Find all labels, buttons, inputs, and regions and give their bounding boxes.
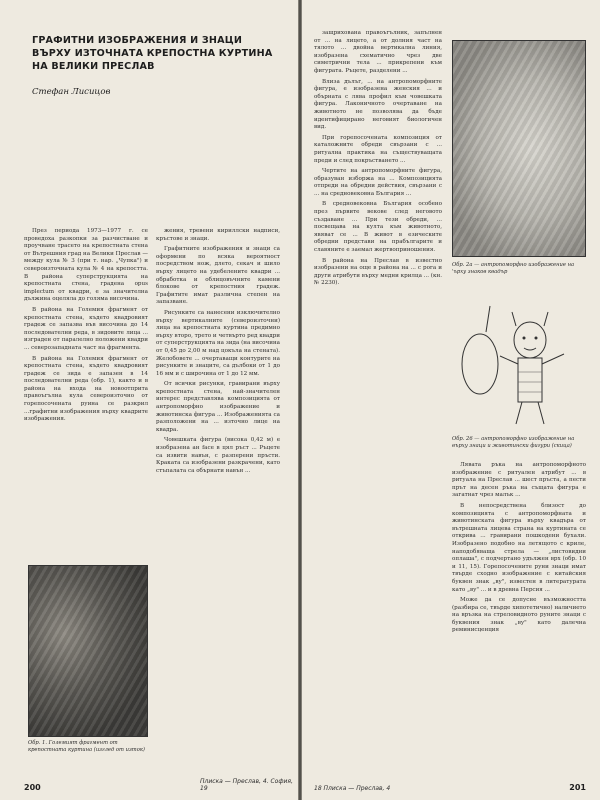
paragraph: жения, тревени кириллски надписи, кръстове и знаци. [156,228,280,242]
paragraph: В района на Големия фрагмент от крепостната стена, където квадровият градеж се зида е запазен в 14 последователни реда (обр. 1), както и в района на входа на новоотприта правоъгълна кула североизточно от горепосочената руина се разкрил ...графитни изображения върху квадрите изображения. [24,355,148,423]
figure-3-sketch [452,292,584,432]
paragraph: Графитните изображения и знаци са оформени по всяка вероятност посредством нож, длето, секач и шило върху лицето на удебелените квадри ... обработка и облицовъчните камени блокове от крепостния градеж. Графитите имат различна степен на запазване. [156,246,280,306]
running-footer: 18 Плиска — Преслав, 4 [314,785,391,792]
page-number: 201 [569,783,586,792]
left-column-1 [24,228,148,427]
right-page [302,0,600,800]
paragraph: Може да се допусне възможността (разбира се, твърде хипотетично) наличието на връзка на стреловидното руните знаци с буквения знак „ву" като далечна реминисценция [452,597,586,634]
figure-1-photo [28,565,148,737]
paragraph: В средновековна България особено през първите векове след неговото създаване ... При тези обреди, ... посвещава на култа към животното, явяват се ... В живот в езическите обредни представи на прабългарите и славяните е заемал жертвоприношения. [314,201,442,254]
paragraph: Човешката фигура (висока 0,42 м) е изобразена ан face в цял ръст ... Ръцете са извити навън, с разперени пръсти. Краката са изобразени разкрачени, като стъпалата са обърнати навън ... [156,437,280,474]
page-number: 200 [24,783,41,792]
figure-2-photo [452,40,586,257]
paragraph: В района на Преслав в известно изобразени на още в района на ... с рога и други атрибути върху медни крилца ... (кн. № 2230). [314,257,442,287]
article-author: Стефан Лисицов [32,87,111,97]
left-column-2 [156,228,280,478]
figure-2-caption: Обр. 2а — антропоморфно изображение на 'ърху знаков квадър [452,262,575,275]
paragraph: При горепосочената композиция от каталожните обреди свързани с ... ритуална практика на съществуващата преди и след покръстването ... [314,134,442,164]
paragraph: Рисунките са нанесени изключително върху вертикалните (североизточни) лица на крепостната куртина предимно върху второ, трето и четвърто ред квадри от суперструкцията на зида (на височина от 0,45 до 2,00 м над цокъла на стената). Желобовете ... очертаващи контурите на рисунките и знаците, са дълбоки от 1 до 16 мм и с широчина от 1 до 12 мм. [156,309,281,377]
right-column-2 [452,462,586,638]
paragraph: защрихована правоъгълник, запълнен от ... на лицето, а от долния част на тялото ... двойна вертикална линия, изобразена схематично чрез две симетрични тела ... прикрепени към фигурата. Ръцете, разделени ... [314,30,442,74]
right-column-1 [314,30,442,291]
article-title: ГРАФИТНИ ИЗОБРАЖЕНИЯ И ЗНАЦИ ВЪРХУ ИЗТОЧНАТА КРЕПОСТНА КУРТИНА НА ВЕЛИКИ ПРЕСЛАВ [32,35,273,72]
paragraph: В района на Големия фрагмент от крепостната стена, където квадровият градеж се запазва във височина до 14 последователни реда, в зидовите лица ... изграден от паралелно положени квадри ... северозападната част на фрагмента. [24,306,148,351]
figure-1-caption: Обр. 1. Големият фрагмент от крепостната куртина (изглед от изток) [28,740,145,753]
paragraph: В непосредствена близост до композицията с антропоморфната и животинската фигура върху квадъра от вътрешната лицева страна на куртината се открива ... гравирани пошкодени бухали. Изобразено подобно на летящото с криле, наподобяваща стрела — „листовидни оплаша", с подчертано удължен врх (обр. 10 и 11, 15). Горепосочените руни знаци имат твърде сходно изображение с китайския буквен знак „ву", известен в литературата като „ву" ... и в древна Персия ... [452,502,586,593]
figure-3-caption: Обр. 26 — антропоморфно изображение на върху знаци и животински фигури (скица) [452,436,575,449]
paragraph: През периода 1973—1977 г. се проведоха разкопки за разчистване и проучване трасето на крепостната стена от Вътрешния град на Велики Преслав — между кула № 3 (при т. нар. „Чупка") и североизточната кула № 4 на крепостта. В района суперструкцията на крепостната стена, градена opus implectum от квадри, е за значителна дължина оцеляла до голяма височина. [24,228,148,303]
paragraph: Лявата ръка на антропоморфното изображение с ритуален атрибут ... в ритуала на Преслав ... шест пръста, а пести прът на десен ръка на същата фигура е загатнат чрез малък ... [452,462,586,499]
left-page [0,0,298,800]
paragraph: От всички рисунки, гравирани върху крепостната стена, най-значителен интерес представлява композицията от антропоморфно изображение и животинска фигура ... Изображенията са разположени на ... източно лице на квадра. [156,381,280,433]
paragraph: Чертите на антропоморфните фигура, образуван изборжа на ... Композицията отпреди на обредни действия, свързани с ... на средновековна България ... [314,168,442,197]
paragraph: Влиза дълъг, ... на антропоморфните фигура, е изобразена женския ... и обърната с лява профил към човешката фигура. Лаконичното очертаване на животното не позволява да бъде идентифицирано неговият биологичен вид. [314,78,442,131]
running-footer: Плиска — Преслав, 4. София, 19 [200,778,293,792]
